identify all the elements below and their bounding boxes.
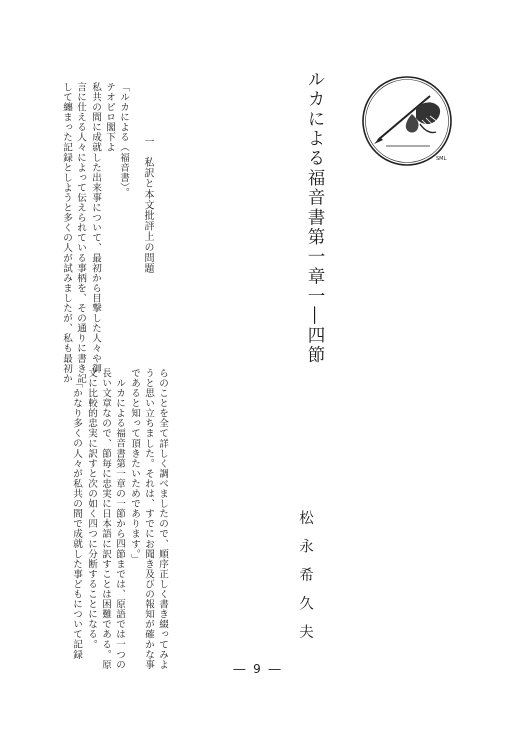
text-line: 「かなり多くの人々が私共の間で成就した事どもについて記録 xyxy=(71,378,82,660)
hand-writing-pen-icon xyxy=(360,74,454,168)
text-line: 長い文章なので、節毎に忠実に日本語に訳すことは困難である。原 xyxy=(100,368,111,670)
author-name: 松永希久夫 xyxy=(297,510,313,653)
text-line: ルカによる福音書第一章の一節から四節までは、原語では一つの xyxy=(114,378,125,670)
text-line: うと思い立ちました。それは、すでにお聞き及びの報知が確かな事 xyxy=(143,368,154,670)
page-number: ― 9 ― xyxy=(233,662,283,676)
article-title: ルカによる福音書第一章一―四節 xyxy=(305,70,325,366)
text-line: して纏まった記録としようと多くの人が試みましたが、私も最初か xyxy=(61,82,72,384)
emblem-initials: SML xyxy=(436,156,447,162)
text-line: 私共の間に成就した出来事について、最初から目撃した人々や御 xyxy=(90,82,101,374)
text-line: 文に比較的忠実に訳すと次の如く四つに分断することになる。 xyxy=(86,368,97,650)
text-line: テオピロ閣下よ xyxy=(104,82,115,153)
section-heading: 一 私訳と本文批評上の問題 xyxy=(142,136,153,274)
text-line: 「ルカによる（福音書）。 xyxy=(118,82,129,198)
text-line: 言に仕える人々によって伝えられている事柄を、その通りに書き記 xyxy=(75,82,86,384)
text-line: らのことを全て詳しく調べましたので、順序正しく書き綴ってみよ xyxy=(157,368,168,670)
text-line: であると知って頂きたいためであります。」 xyxy=(129,368,140,565)
